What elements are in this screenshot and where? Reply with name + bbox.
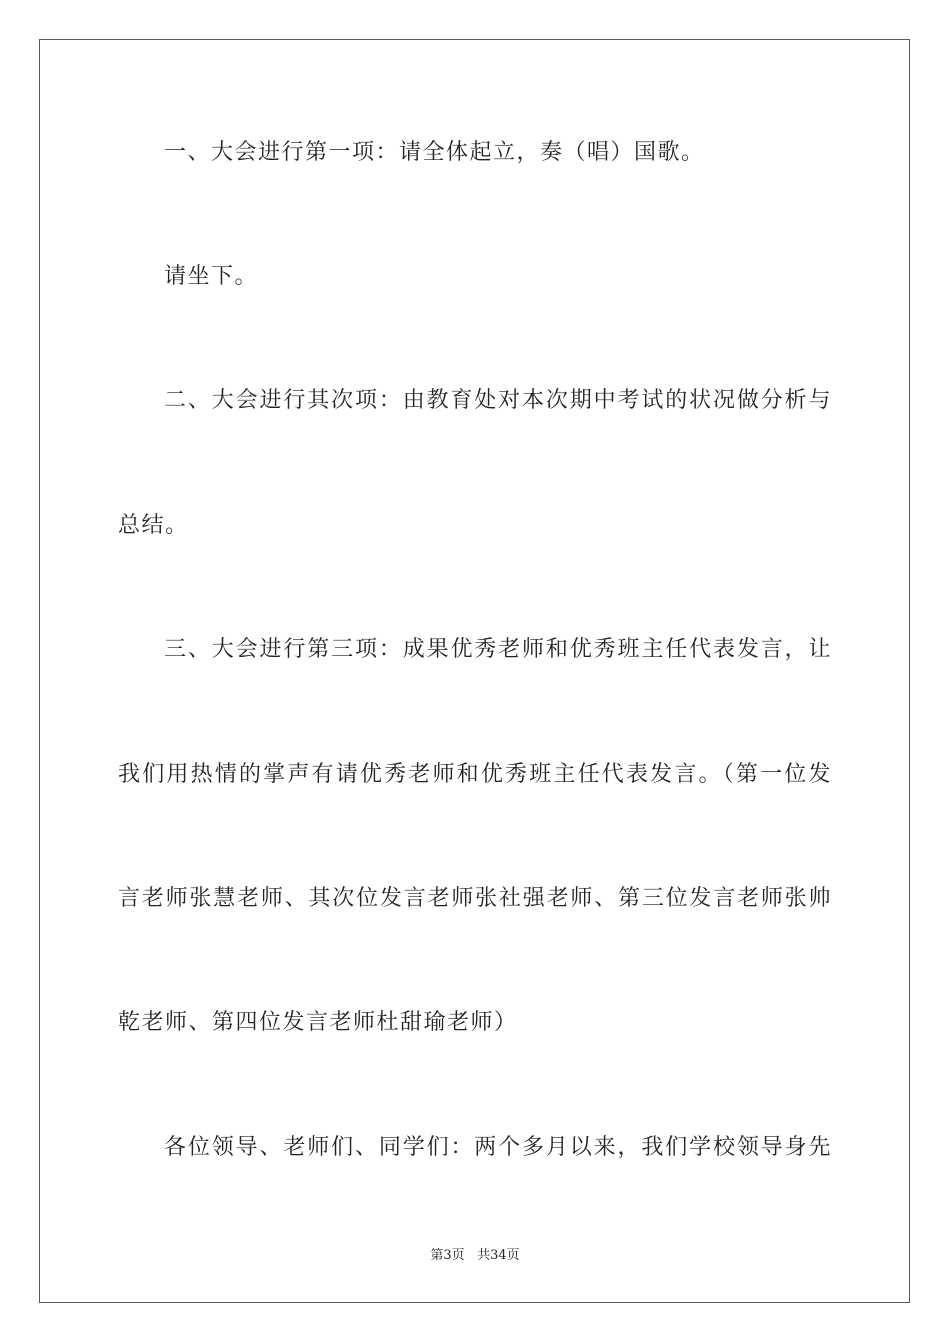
- paragraph-line-2: 请坐下。: [164, 264, 259, 289]
- paragraph-line-8: 乾老师、第四位发言老师杜甜瑜老师）: [118, 1010, 518, 1035]
- page-border: [39, 39, 910, 1303]
- paragraph-line-9: 各位领导、老师们、同学们：两个多月以来，我们学校领导身先: [164, 1135, 832, 1160]
- paragraph-line-4: 总结。: [118, 513, 189, 538]
- page-number: 第3页: [430, 1248, 465, 1263]
- paragraph-line-3: 二、大会进行其次项：由教育处对本次期中考试的状况做分析与: [164, 388, 832, 413]
- paragraph-line-1: 一、大会进行第一项：请全体起立，奏（唱）国歌。: [164, 140, 705, 165]
- paragraph-line-5: 三、大会进行第三项：成果优秀老师和优秀班主任代表发言，让: [164, 637, 832, 662]
- paragraph-line-6: 我们用热情的掌声有请优秀老师和优秀班主任代表发言。（第一位发: [118, 762, 832, 787]
- paragraph-line-7: 言老师张慧老师、其次位发言老师张社强老师、第三位发言老师张帅: [118, 886, 832, 911]
- page-total: 共34页: [477, 1248, 520, 1263]
- page-footer: [0, 1247, 950, 1265]
